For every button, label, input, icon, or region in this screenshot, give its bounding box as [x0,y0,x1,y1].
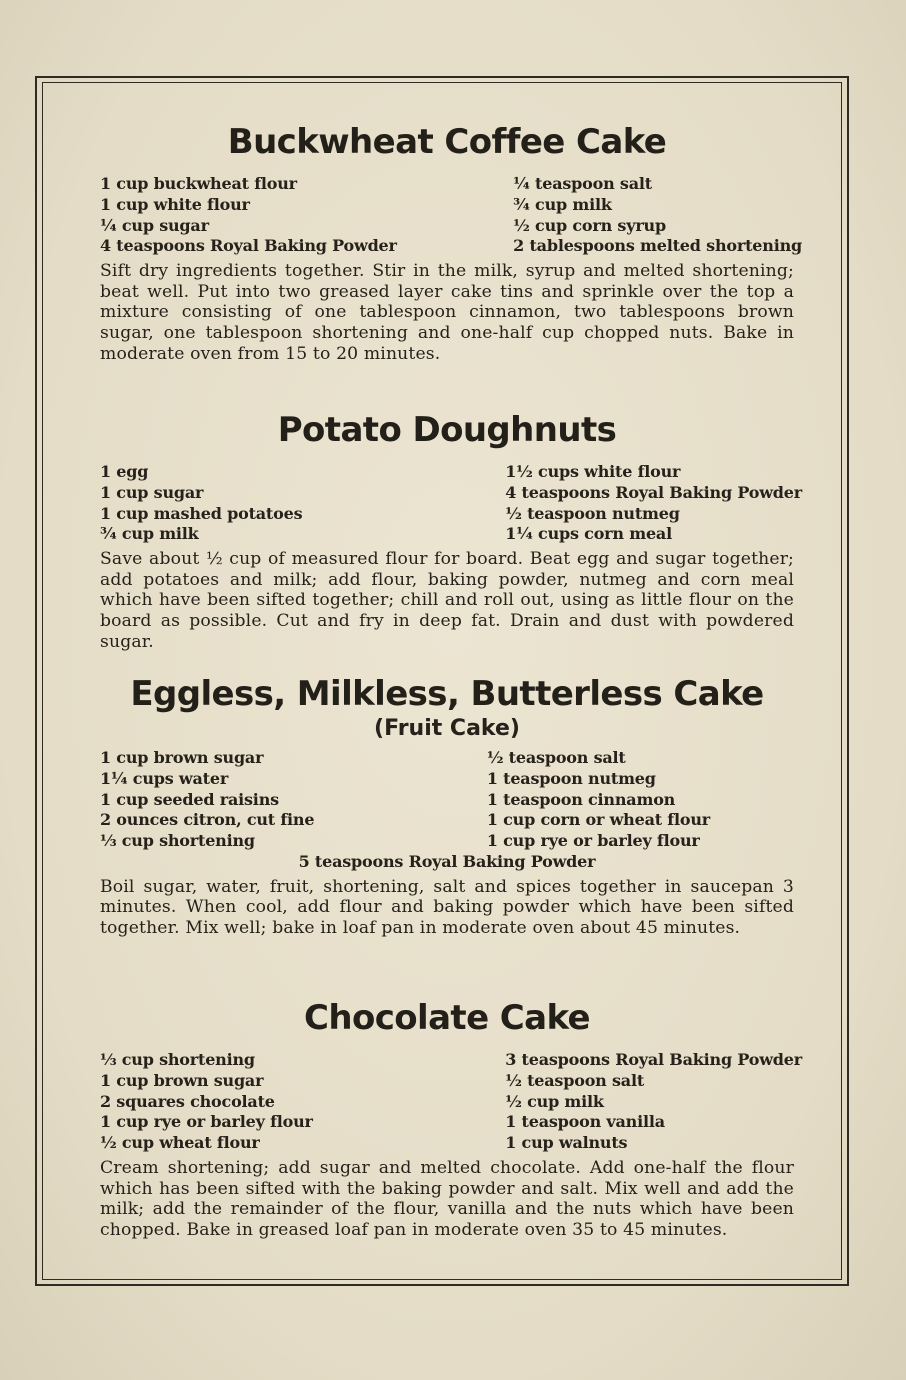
ingredient-column-left [100,462,302,545]
ingredient: ½ cup milk [505,1091,604,1111]
ingredient: 1 cup seeded raisins [100,789,279,809]
ingredient: ¾ cup milk [100,524,199,544]
ingredient: 1 cup brown sugar [100,748,264,767]
ingredient: 1 cup white flour [100,194,250,214]
ingredient-column-right [505,1050,802,1154]
recipe-title: Eggless, Milkless, Butterless Cake [130,674,764,714]
ingredient: 1 egg [100,462,149,481]
recipe-method: Boil sugar, water, fruit, shortening, salt and spices together in saucepan 3 minutes. When cool, add flour and baking powder which have been sifted together. Mix well; bake in loaf pan in moderate oven about 45 minutes. [100,876,794,938]
ingredient: ¾ cup milk [513,194,612,214]
recipe-buckwheat-coffee-cake [100,120,802,364]
ingredient-list [100,748,794,852]
ingredient: ¼ cup sugar [100,215,209,235]
ingredient: ½ teaspoon salt [486,748,626,767]
ingredient: 1 cup buckwheat flour [100,174,297,193]
ingredient: 4 teaspoons Royal Baking Powder [505,482,802,502]
ingredient: 1 cup walnuts [505,1133,628,1153]
recipe-eggless-milkless-butterless-cake [100,672,794,939]
ingredient: 5 teaspoons Royal Baking Powder [298,851,596,871]
recipe-title: Buckwheat Coffee Cake [227,122,667,162]
recipe-chocolate-cake [100,996,802,1240]
recipe-method: Save about ½ cup of measured flour for board. Beat egg and sugar together; add potatoes and milk; add flour, baking powder, nutmeg and corn meal which have been sifted together; chill and roll out, using as little flour on the board as possible. Cut and fry in deep fat. Drain and dust with powdered sugar. [100,549,794,652]
recipe-potato-doughnuts [100,408,802,652]
ingredient: ½ teaspoon salt [505,1070,645,1090]
ingredient: 1 teaspoon cinnamon [486,789,676,809]
ingredient: 2 squares chocolate [100,1091,275,1111]
ingredient-column-left [100,748,314,852]
ingredient: 1 cup rye or barley flour [486,831,700,851]
ingredient-column-left [100,1050,313,1154]
ingredient: ⅓ cup shortening [100,1050,255,1069]
recipe-method: Cream shortening; add sugar and melted chocolate. Add one-half the flour which has been sifted with the baking powder and salt. Mix well and add the milk; add the remainder of the flour, vanilla and the nuts which have been chopped. Bake in greased loaf pan in moderate oven 35 to 45 minutes. [100,1157,794,1240]
ingredient: 4 teaspoons Royal Baking Powder [100,236,397,256]
ingredient-column-right [505,462,802,545]
ingredient: 1 cup brown sugar [100,1070,264,1090]
ingredient: 2 tablespoons melted shortening [513,236,802,256]
recipe-title: Potato Doughnuts [277,410,617,450]
ingredient-column-right [487,748,710,852]
ingredient-list [100,462,802,545]
ingredient-column-left [100,174,397,257]
ingredient: 1 cup mashed potatoes [100,503,303,523]
ingredient: 1½ cups white flour [505,462,681,481]
ingredient: 1 cup sugar [100,482,204,502]
ingredient: 2 ounces citron, cut fine [100,810,315,830]
recipe-method: Sift dry ingredients together. Stir in the milk, syrup and melted shortening; beat well. Put into two greased layer cake tins and sprinkle over the top a mixture consisting of one tablespoon cinnamon, two tablespoons brown sugar, one tablespoon shortening and one-half cup chopped nuts. Bake in moderate oven from 15 to 20 minutes. [100,261,794,364]
ingredient: ½ teaspoon nutmeg [505,503,680,523]
ingredient-list [100,174,802,257]
ingredient: ½ cup corn syrup [513,215,666,235]
ingredient: 1 cup corn or wheat flour [486,810,710,830]
ingredient: 1¼ cups water [100,768,229,788]
ingredient-column-right [513,174,802,257]
ingredient: 1¼ cups corn meal [505,524,672,544]
ingredient: ½ cup wheat flour [100,1133,260,1153]
ingredient-list [100,1050,802,1154]
recipe-subtitle: (Fruit Cake) [374,716,520,741]
ingredient: 3 teaspoons Royal Baking Powder [505,1050,802,1069]
ingredient: ¼ teaspoon salt [513,174,652,193]
ingredient: 1 cup rye or barley flour [100,1112,313,1132]
ingredient: 1 teaspoon nutmeg [486,768,656,788]
ingredient: 1 teaspoon vanilla [505,1112,665,1132]
ingredient: ⅓ cup shortening [100,831,255,851]
recipe-title: Chocolate Cake [303,998,591,1038]
